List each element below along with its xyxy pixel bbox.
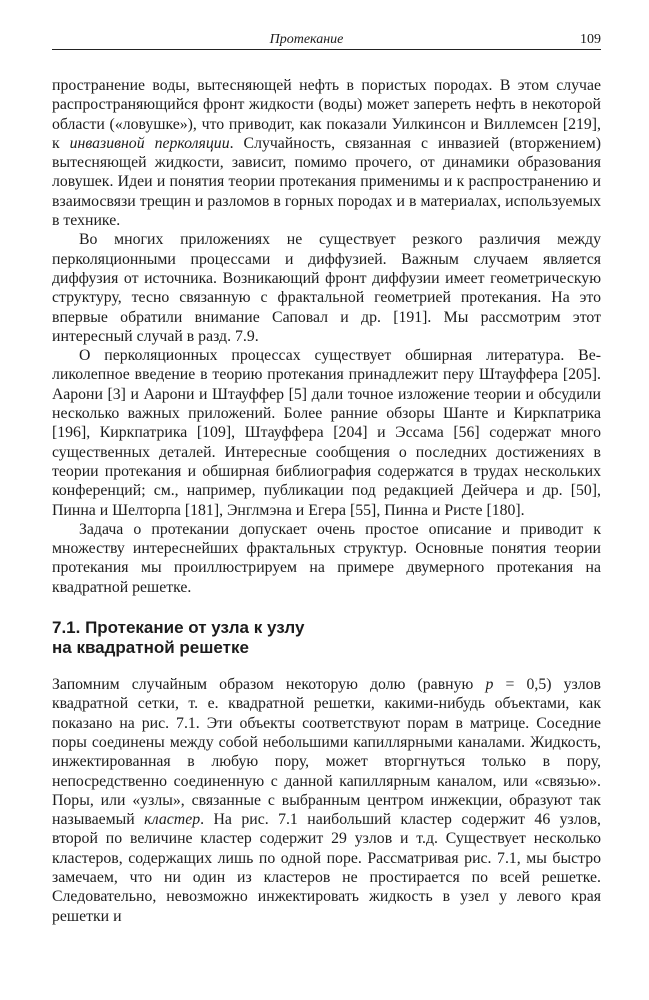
running-header bbox=[52, 33, 601, 50]
page-body bbox=[52, 76, 601, 926]
paragraph: Во многих приложениях не существует резкого различия между перколяционными процессами и диффузией. Важным случаем является диффузия от источника. Возникающий фронт диффузии имеет геометрическую структуру, тесно связанную с фрактальной геометрией протекания. На это впервые обратили внимание Саповал и др. [191]. Мы рассмотрим этот интересный случай в разд. 7.9. bbox=[52, 231, 601, 345]
paragraph-text: Запомним случайным образом некоторую долю (равную bbox=[52, 676, 486, 694]
paragraph-text: пространение воды, вытесняющей нефть в пористых породах. В этом случае распространяющийся фронт жидкости (воды) может запереть нефть в некоторой области («ловушке»), что приводит, как показали Уилкинсон и Виллемсен [219], к bbox=[52, 77, 601, 152]
paragraph: О перколяционных процессах существует обширная литература. Великолепное введение в теорию протекания принадлежит перу Штауффера [205]. Аарони [3] и Аарони и Штауффер [5] дали точное изложение теории и обсудили несколько важных приложений. Более ранние обзоры Шанте и Киркпатрика [196], Киркпатрика [109], Штауффера [204] и Эссама [56] содержат много существенных деталей. Интересные сообщения о последних достижениях в теории протекания и обширная библиография содержатся в трудах нескольких конференций; см., например, публикации под редакцией Дейчера и др. [50], Пинна и Шелторпа [181], Энглмэна и Егера [55], Пинна и Ристе [180]. bbox=[52, 347, 601, 519]
page-number: 109 bbox=[580, 32, 601, 47]
term-invasive-percolation: инвазивной перколяции bbox=[69, 134, 230, 152]
section-paragraph bbox=[52, 675, 601, 926]
running-title: Протекание bbox=[269, 32, 344, 47]
paragraph: Задача о протекании допускает очень простое описание и приводит к множеству интереснейших фрактальных структур. Основные понятия теории протекания мы проиллюстрируем на примере двумерного протекания на квадратной решетке. bbox=[52, 520, 601, 596]
paragraph-text: . На рис. 7.1 наибольший кластер содержит 46 узлов, второй по величине кластер содержит 29 узлов и т.д. Существует несколько кластеров, содержащих лишь по одной поре. Рассматривая рис. 7.1, мы быстро замечаем, что ни один из кластеров не простирается по всей решетке. Следовательно, невозможно инжектировать жидкость в узел у левого края решетки и bbox=[52, 811, 601, 925]
paragraph-text: = 0,5) узлов квадратной сетки, т. е. квадратной решетки, какими-нибудь объектами, как показано на рис. 7.1. Эти объекты соответствуют порам в матрице. Соседние поры соединены между собой небольшими капиллярными каналами. Жидкость, инжектированная в любую пору, может вторгнуться только в пору, непосредственно соединенную с данной капиллярным каналом, или «связью». Поры, или «узлы», связанные с выбранным центром инжекции, образуют так называемый bbox=[52, 676, 601, 829]
paragraph-continued bbox=[52, 76, 601, 230]
section-heading-line: 7.1. Протекание от узла к узлу bbox=[52, 618, 305, 638]
math-variable-p: p bbox=[485, 676, 494, 694]
section-heading-line: на квадратной решетке bbox=[52, 638, 249, 658]
paragraph-text: . Случайность, связанная с инвазией (вторжением) вытесняющей жидкости, зависит, помимо прочего, от динамики образования ловушек. Идеи и понятия теории протекания применимы и к распространению и взаимосвязи трещин и разломов в горных породах и в материалах, используемых в технике. bbox=[52, 134, 601, 230]
section-heading bbox=[52, 618, 601, 658]
term-cluster: кластер bbox=[144, 811, 201, 829]
